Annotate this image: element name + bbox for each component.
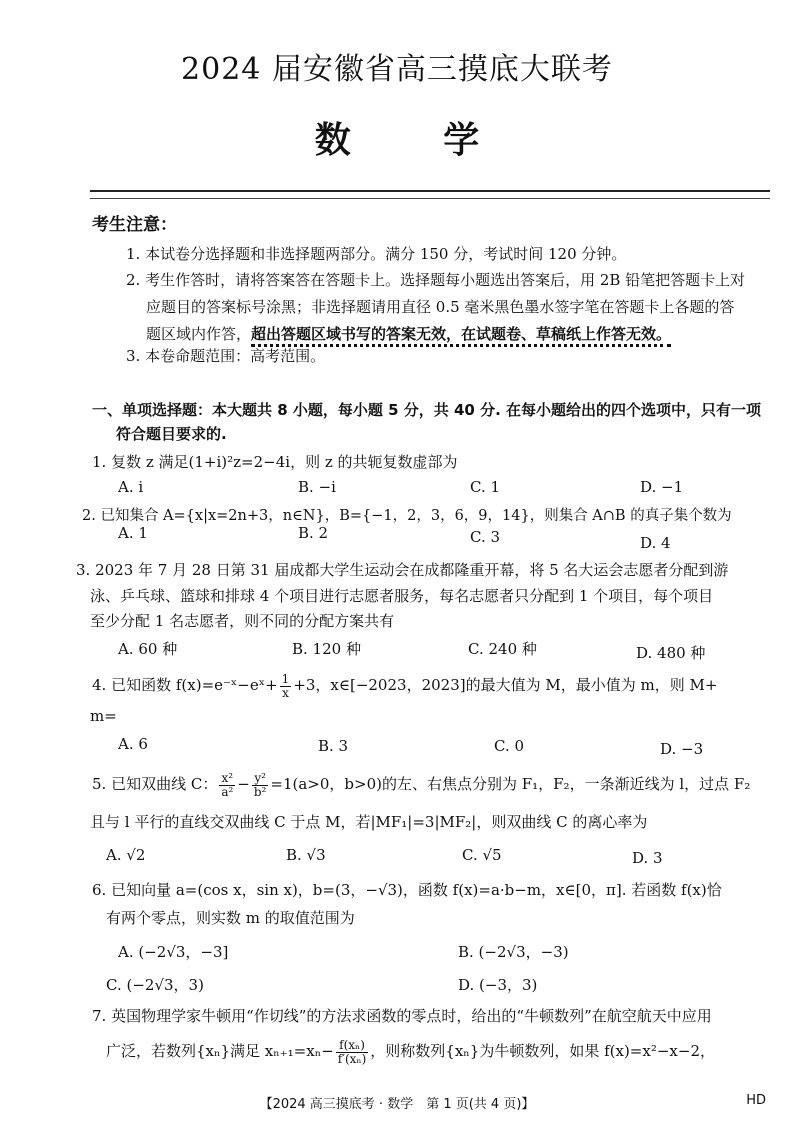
q7-fraction-denominator: f′(xₙ) bbox=[337, 1051, 367, 1066]
q3-line-3: 至少分配 1 名志愿者，则不同的分配方案共有 bbox=[90, 612, 395, 630]
section-1-line-1: 一、单项选择题：本大题共 8 小题，每小题 5 分，共 40 分. 在每小题给出的四个选项中，只有一项 bbox=[92, 401, 762, 419]
q5-text-a: 5. 已知双曲线 C： bbox=[92, 775, 218, 793]
q6-option-b: B. (−2√3，−3) bbox=[458, 943, 569, 961]
notice-item-3: 3. 本卷命题范围：高考范围。 bbox=[126, 347, 326, 365]
q4-fraction bbox=[280, 673, 292, 700]
page-footer: 【2024 高三摸底考 · 数学 第 1 页(共 4 页)】 bbox=[259, 1097, 535, 1112]
q5-fraction-x bbox=[219, 772, 235, 799]
notice-item-1: 1. 本试卷分选择题和非选择题两部分。满分 150 分，考试时间 120 分钟。 bbox=[126, 245, 627, 263]
q5-line-2: 且与 l 平行的直线交双曲线 C 于点 M，若|MF₁|=3|MF₂|，则双曲线 C 的离心率为 bbox=[90, 813, 648, 831]
q4-option-a: A. 6 bbox=[118, 735, 148, 753]
q5-minus: − bbox=[237, 775, 250, 793]
section-1-line-2: 符合题目要求的. bbox=[116, 425, 227, 443]
footer-code: HD bbox=[746, 1093, 766, 1108]
q5-fraction-y bbox=[252, 772, 269, 799]
exam-title: 2024 届安徽省高三摸底大联考 bbox=[181, 52, 613, 87]
q1-option-c: C. 1 bbox=[470, 478, 501, 496]
q4-text-a: 4. 已知函数 f(x)=e⁻ˣ−eˣ+ bbox=[92, 676, 278, 694]
q6-option-c: C. (−2√3，3) bbox=[106, 976, 204, 994]
q2-option-c: C. 3 bbox=[470, 528, 501, 546]
q4-text-b: +3，x∈[−2023，2023]的最大值为 M，最小值为 m，则 M+ bbox=[293, 676, 718, 694]
q4-fraction-denominator: x bbox=[282, 685, 289, 700]
q4-fraction-numerator: 1 bbox=[281, 671, 290, 686]
q4-option-c: C. 0 bbox=[494, 737, 525, 755]
q5-text-b: =1(a>0，b>0)的左、右焦点分别为 F₁，F₂，一条渐近线为 l，过点 F₂ bbox=[270, 775, 751, 793]
q6-option-a: A. (−2√3，−3] bbox=[118, 943, 229, 961]
q4-line-1 bbox=[92, 670, 717, 700]
q5-fraction-x-numerator: x² bbox=[219, 772, 235, 786]
q7-fraction-numerator: f(xₙ) bbox=[336, 1039, 369, 1053]
q5-fraction-y-denominator: b² bbox=[253, 784, 267, 799]
q3-line-2: 泳、乒乓球、篮球和排球 4 个项目进行志愿者服务，每名志愿者只分配到 1 个项目，每个项目 bbox=[90, 587, 714, 605]
q3-option-b: B. 120 种 bbox=[292, 640, 361, 658]
notice-item-2-line-2: 应题目的答案标号涂黑；非选择题请用直径 0.5 毫米黑色墨水签字笔在答题卡上各题的答 bbox=[146, 298, 735, 316]
q7-line-1: 7. 英国物理学家牛顿用“作切线”的方法求函数的零点时，给出的“牛顿数列”在航空航天中应用 bbox=[92, 1007, 712, 1025]
subject-title: 数 学 bbox=[314, 119, 520, 161]
q5-line-1 bbox=[92, 768, 750, 800]
q7-text-b: ，则称数列{xₙ}为牛顿数列，如果 f(x)=x²−x−2， bbox=[370, 1042, 715, 1060]
q4-option-b: B. 3 bbox=[318, 737, 349, 755]
q7-text-a: 广泛，若数列{xₙ}满足 xₙ₊₁=xₙ− bbox=[106, 1042, 334, 1060]
q5-option-c: C. √5 bbox=[462, 846, 502, 864]
q3-option-d: D. 480 种 bbox=[636, 644, 706, 662]
q5-fraction-y-numerator: y² bbox=[252, 772, 269, 786]
q1-option-a: A. i bbox=[118, 478, 144, 496]
q1-stem: 1. 复数 z 满足(1+i)²z=2−4i，则 z 的共轭复数虚部为 bbox=[92, 453, 458, 471]
notice-heading: 考生注意： bbox=[92, 215, 177, 235]
q2-option-b: B. 2 bbox=[298, 524, 329, 542]
q5-fraction-x-denominator: a² bbox=[221, 784, 234, 799]
header-rule-thick bbox=[90, 190, 770, 192]
q7-fraction bbox=[336, 1039, 369, 1066]
q7-line-2 bbox=[106, 1034, 715, 1068]
q4-option-d: D. −3 bbox=[660, 740, 704, 758]
q1-option-d: D. −1 bbox=[640, 478, 684, 496]
q5-option-b: B. √3 bbox=[286, 846, 326, 864]
header-rule-thin bbox=[90, 198, 770, 199]
q3-line-1: 3. 2023 年 7 月 28 日第 31 届成都大学生运动会在成都隆重开幕，将 5 名大运会志愿者分配到游 bbox=[76, 561, 729, 579]
notice-warning: 超出答题区域书写的答案无效，在试题卷、草稿纸上作答无效。 bbox=[251, 325, 671, 347]
q3-option-c: C. 240 种 bbox=[468, 640, 537, 658]
notice-item-2-text: 题区域内作答， bbox=[146, 325, 252, 343]
notice-item-2-line-1: 2. 考生作答时，请将答案答在答题卡上。选择题每小题选出答案后，用 2B 铅笔把答题卡上对 bbox=[126, 271, 746, 289]
q6-option-d: D. (−3，3) bbox=[458, 976, 538, 994]
q2-stem: 2. 已知集合 A={x|x=2n+3，n∈N}，B={−1，2，3，6，9，14}，则集合 A∩B 的真子集个数为 bbox=[82, 508, 732, 524]
q3-option-a: A. 60 种 bbox=[118, 640, 178, 658]
q6-line-2: 有两个零点，则实数 m 的取值范围为 bbox=[106, 909, 355, 927]
q5-option-a: A. √2 bbox=[106, 846, 146, 864]
q2-option-d: D. 4 bbox=[640, 534, 671, 552]
q4-line-2: m= bbox=[90, 707, 117, 725]
notice-item-2-line-3 bbox=[146, 324, 671, 344]
q2-option-a: A. 1 bbox=[118, 524, 148, 542]
q1-option-b: B. −i bbox=[298, 478, 336, 496]
q6-line-1: 6. 已知向量 a=(cos x，sin x)，b=(3，−√3)，函数 f(x)=a·b−m，x∈[0，π]. 若函数 f(x)恰 bbox=[92, 881, 722, 899]
q5-option-d: D. 3 bbox=[632, 849, 663, 867]
